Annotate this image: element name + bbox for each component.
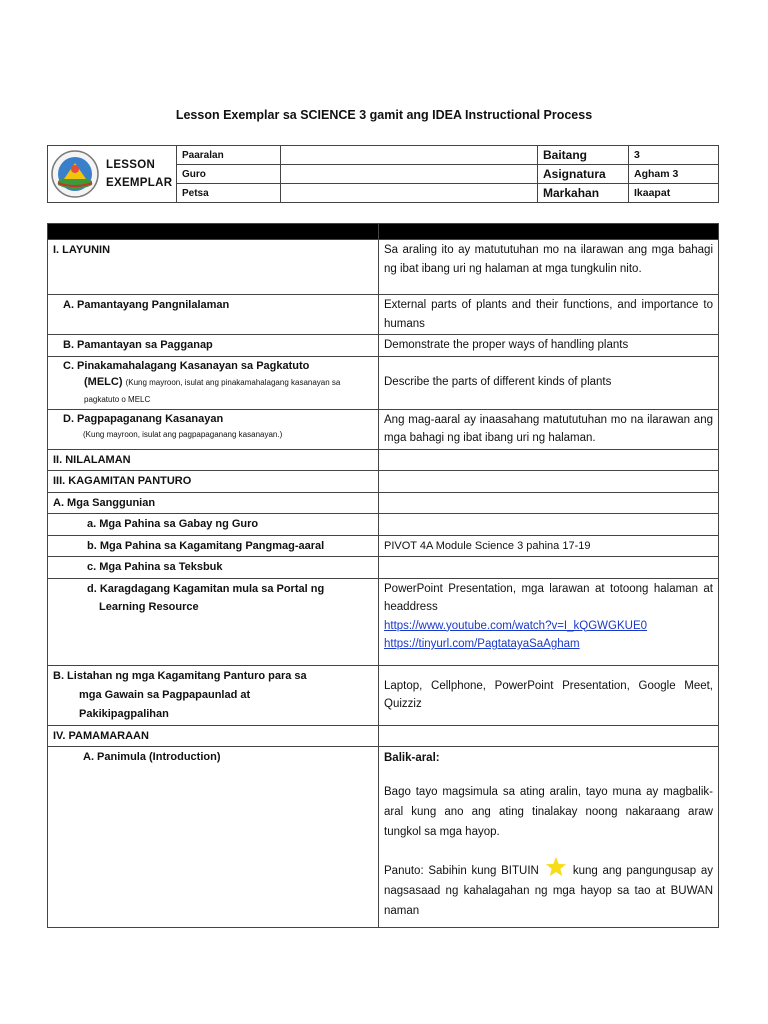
pagpapaganang-value: Ang mag-aaral ay inaasahang matututuhan mo na ilarawan ang mga bahagi ng ibat ibang uri ng halaman. (379, 409, 719, 449)
youtube-link[interactable]: https://www.youtube.com/watch?v=I_kQGWGKUE0 (384, 619, 648, 632)
sanggunian-label: A. Mga Sanggunian (48, 492, 379, 514)
pagganap-label: B. Pamantayan sa Pagganap (48, 335, 379, 357)
listahan-value: Laptop, Cellphone, PowerPoint Presentation, Google Meet, Quizziz (379, 665, 719, 725)
table-row (48, 535, 719, 557)
pagganap-value: Demonstrate the proper ways of handling plants (379, 335, 719, 357)
teksbuk-label: c. Mga Pahina sa Teksbuk (48, 557, 379, 579)
pamamaraan-label: IV. PAMAMARAAN (48, 725, 379, 747)
balik-aral-paragraph: Bago tayo magsimula sa ating aralin, tayo muna ay magbalik-aral kung ano ang ating tinalakay noong nakaraang araw tungkol sa mga hayop. (384, 786, 713, 838)
table-row (48, 514, 719, 536)
table-row (48, 335, 719, 357)
panimula-label: A. Panimula (Introduction) (48, 747, 379, 928)
logo-cell (48, 146, 177, 203)
table-header-row (48, 224, 719, 240)
melc-value: Describe the parts of different kinds of plants (379, 356, 719, 409)
layunin-value: Sa araling ito ay matututuhan mo na ilarawan ang mga bahagi ng ibat ibang uri ng halaman at mga tungkulin nito. (379, 240, 719, 295)
header-table (47, 145, 719, 203)
tinyurl-link[interactable]: https://tinyurl.com/PagtatayaSaAgham (384, 638, 580, 650)
table-row (48, 356, 719, 409)
pamantayang-value: External parts of plants and their functions, and importance to humans (379, 295, 719, 335)
gabay-label: a. Mga Pahina sa Gabay ng Guro (48, 514, 379, 536)
lesson-label: LESSON (106, 159, 156, 171)
deped-seal-icon (50, 149, 100, 199)
layunin-label: I. LAYUNIN (48, 240, 379, 295)
markahan-label: Markahan (538, 184, 629, 203)
table-row (48, 557, 719, 579)
panimula-value (379, 747, 719, 928)
table-row (48, 471, 719, 493)
nilalaman-label: II. NILALAMAN (48, 449, 379, 471)
table-row (48, 665, 719, 725)
table-row (48, 295, 719, 335)
table-row (48, 725, 719, 747)
petsa-value (281, 184, 538, 203)
balik-aral-heading: Balik-aral: (384, 752, 440, 764)
table-row (48, 240, 719, 295)
melc-label: C. Pinakamahalagang Kasanayan sa Pagkatuto (MELC) (Kung mayroon, isulat ang pinakamahalagang kasanayan sa pagkatuto o MELC (48, 356, 379, 409)
panuto-paragraph: Panuto: Sabihin kung BITUIN kung ang pangungusap ay nagsasaad ng kahalagahan ng mga hayop sa tao at BUWAN naman (384, 856, 713, 921)
baitang-label: Baitang (538, 146, 629, 165)
pagpapaganang-label: D. Pagpapaganang Kasanayan (Kung mayroon, isulat ang pagpapaganang kasanayan.) (48, 409, 379, 449)
listahan-label: B. Listahan ng mga Kagamitang Panturo para sa mga Gawain sa Pagpapaunlad at Pakikipagpalihan (48, 665, 379, 725)
kagamitang-value: PIVOT 4A Module Science 3 pahina 17-19 (379, 535, 719, 557)
paaralan-value (281, 146, 538, 165)
baitang-value: 3 (629, 146, 719, 165)
markahan-value: Ikaapat (629, 184, 719, 203)
lesson-table (47, 223, 719, 928)
table-row (48, 449, 719, 471)
kagamitan-label: III. KAGAMITAN PANTURO (48, 471, 379, 493)
guro-label: Guro (177, 165, 281, 184)
table-row (48, 747, 719, 928)
petsa-label: Petsa (177, 184, 281, 203)
karagdagang-label: d. Karagdagang Kagamitan mula sa Portal ng Learning Resource (48, 578, 379, 665)
guro-value (281, 165, 538, 184)
table-row (48, 578, 719, 665)
kagamitang-label: b. Mga Pahina sa Kagamitang Pangmag-aaral (48, 535, 379, 557)
asignatura-label: Asignatura (538, 165, 629, 184)
asignatura-value: Agham 3 (629, 165, 719, 184)
star-icon (545, 856, 567, 878)
table-row (48, 492, 719, 514)
table-row (48, 409, 719, 449)
pamantayang-label: A. Pamantayang Pangnilalaman (48, 295, 379, 335)
karagdagang-value: PowerPoint Presentation, mga larawan at totoong halaman at headdress https://www.youtube.com/watch?v=I_kQGWGKUE0 https://tinyurl.com/PagtatayaSaAgham (379, 578, 719, 665)
exemplar-label: EXEMPLAR (106, 177, 173, 189)
document-title: Lesson Exemplar sa SCIENCE 3 gamit ang IDEA Instructional Process (175, 108, 593, 122)
paaralan-label: Paaralan (177, 146, 281, 165)
